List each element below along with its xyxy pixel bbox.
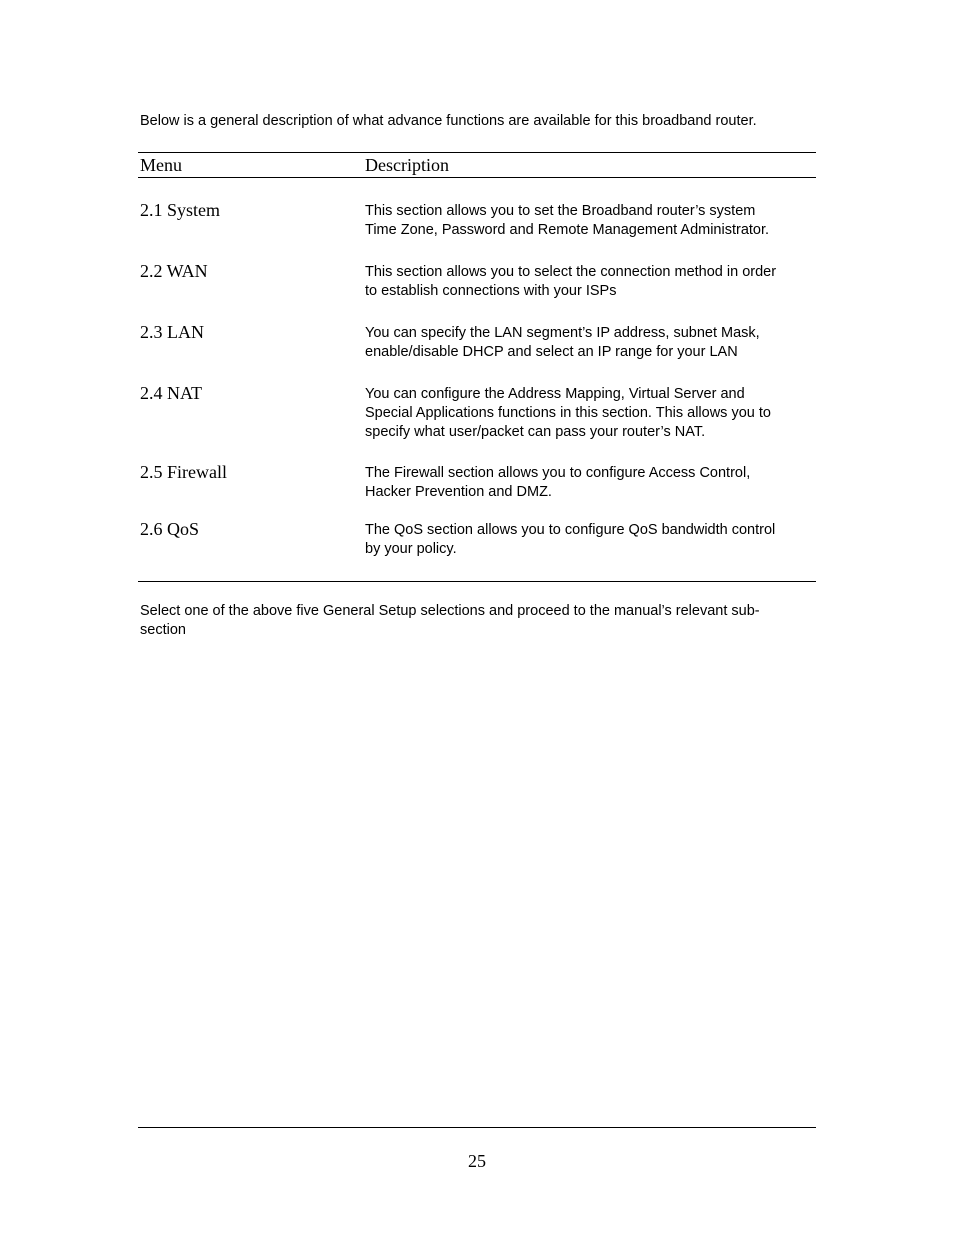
column-header-description: Description	[365, 155, 449, 175]
outro-line: Select one of the above five General Setup selections and proceed to the manual’s relevant sub-	[140, 603, 760, 619]
description-line: Time Zone, Password and Remote Management Administrator.	[365, 222, 770, 238]
table-bottom-rule	[138, 581, 816, 582]
description-line: The Firewall section allows you to configure Access Control,	[365, 465, 751, 481]
description-line: by your policy.	[365, 541, 457, 557]
description-line: This section allows you to set the Broadband router’s system	[365, 203, 756, 219]
column-header-menu: Menu	[140, 155, 182, 175]
description-lan	[365, 324, 815, 362]
description-line: to establish connections with your ISPs	[365, 283, 617, 299]
table-header-rule	[138, 177, 816, 178]
outro-line: section	[140, 622, 186, 638]
menu-item-nat: 2.4 NAT	[140, 383, 202, 403]
menu-item-qos: 2.6 QoS	[140, 519, 200, 539]
table-top-rule	[138, 152, 816, 153]
intro-paragraph: Below is a general description of what advance functions are available for this broadband router.	[140, 113, 757, 129]
description-line: Hacker Prevention and DMZ.	[365, 484, 552, 500]
description-wan	[365, 263, 815, 301]
description-firewall	[365, 464, 815, 502]
description-line: The QoS section allows you to configure QoS bandwidth control	[365, 522, 776, 538]
page-number: 25	[468, 1151, 486, 1171]
menu-item-wan: 2.2 WAN	[140, 261, 208, 281]
outro-paragraph	[140, 602, 830, 640]
description-line: enable/disable DHCP and select an IP range for your LAN	[365, 344, 738, 360]
description-nat	[365, 385, 815, 442]
description-line: You can specify the LAN segment’s IP address, subnet Mask,	[365, 325, 760, 341]
footer-rule	[138, 1127, 816, 1128]
description-line: This section allows you to select the connection method in order	[365, 264, 777, 280]
description-line: specify what user/packet can pass your router’s NAT.	[365, 424, 706, 440]
description-qos	[365, 521, 815, 559]
description-line: You can configure the Address Mapping, Virtual Server and	[365, 386, 745, 402]
menu-item-system: 2.1 System	[140, 200, 221, 220]
description-line: Special Applications functions in this section. This allows you to	[365, 405, 771, 421]
menu-item-lan: 2.3 LAN	[140, 322, 204, 342]
menu-item-firewall: 2.5 Firewall	[140, 462, 227, 482]
description-system	[365, 202, 815, 240]
